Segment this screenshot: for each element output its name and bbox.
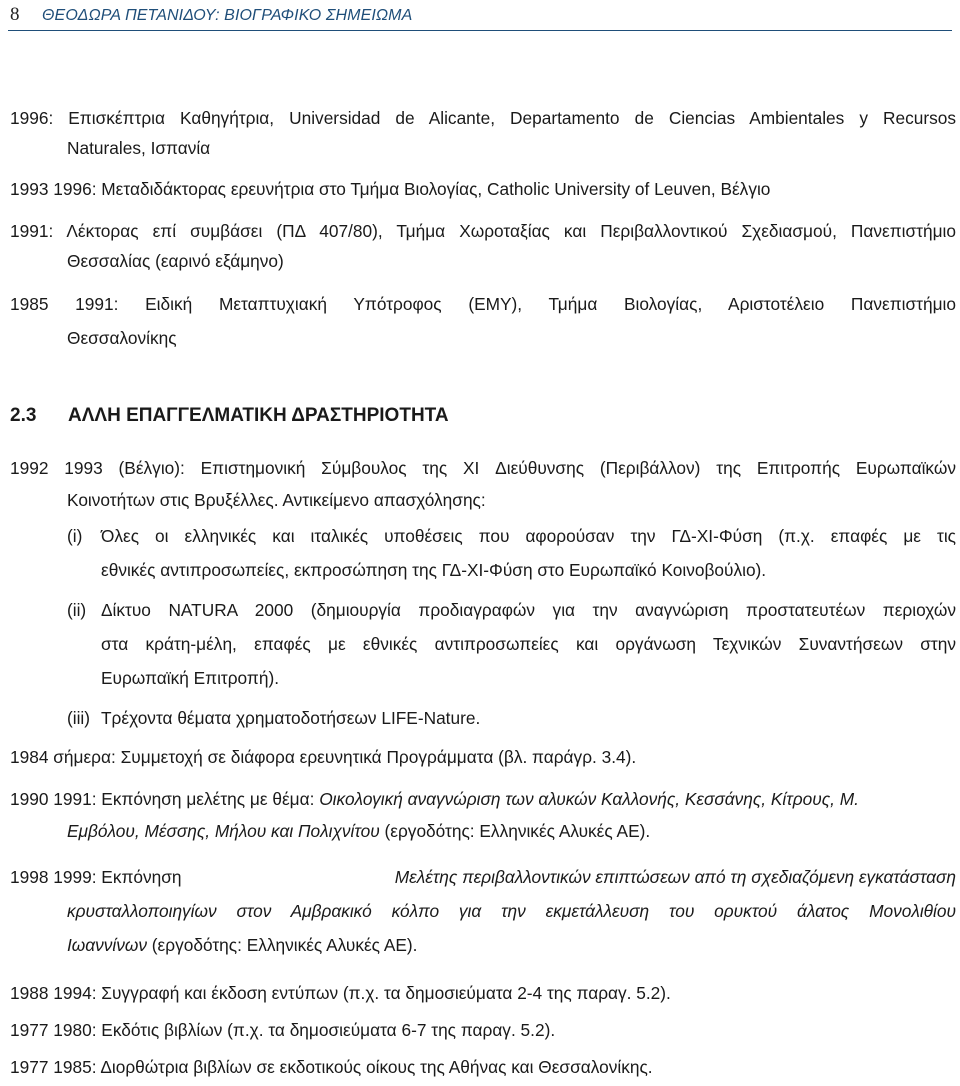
entry-1977-1980: 1977 1980: Εκδότις βιβλίων (π.χ. τα δημοσιεύματα 6-7 της παραγ. 5.2).: [10, 1020, 556, 1040]
study2-title-part3: Ιωαννίνων: [67, 935, 147, 955]
entry-1991-line1: 1991: Λέκτορας επί συμβάσει (ΠΔ 407/80), Τμήμα Χωροταξίας και Περιβαλλοντικού Σχεδιασμού, Πανεπιστήμιο: [10, 221, 956, 241]
study1-title-part2: Εμβόλου, Μέσσης, Μήλου και Πολιχνίτου: [67, 821, 380, 841]
entry-1985-line1: 1985 1991: Ειδική Μεταπτυχιακή Υπότροφος (ΕΜΥ), Τμήμα Βιολογίας, Αριστοτέλειο Πανεπιστήμιο: [10, 294, 956, 314]
item-i-line2: εθνικές αντιπροσωπείες, εκπροσώπηση της ΓΔ-XI-Φύση στο Ευρωπαϊκό Κοινοβούλιο).: [101, 560, 767, 580]
running-header: [8, 4, 952, 31]
study1-suffix: (εργοδότης: Ελληνικές Αλυκές ΑΕ).: [384, 821, 651, 841]
study1-prefix: 1990 1991: Εκπόνηση μελέτης με θέμα:: [10, 789, 315, 809]
study2-title-part1: Μελέτης περιβαλλοντικών επιπτώσεων από τη σχεδιαζόμενη εγκατάσταση: [394, 867, 956, 887]
entry-1988: 1988 1994: Συγγραφή και έκδοση εντύπων (π.χ. τα δημοσιεύματα 2-4 της παραγ. 5.2).: [10, 983, 671, 1003]
entry-1993: 1993 1996: Μεταδιδάκτορας ερευνήτρια στο Τμήμα Βιολογίας, Catholic University of Leuven, Βέλγιο: [10, 179, 771, 199]
item-ii-line3: Ευρωπαϊκή Επιτροπή).: [101, 668, 280, 688]
item-i-line1: Όλες οι ελληνικές και ιταλικές υποθέσεις που αφορούσαν την ΓΔ-XI-Φύση (π.χ. επαφές με τις: [101, 526, 956, 546]
entry-1996-line1: 1996: Επισκέπτρια Καθηγήτρια, Universidad de Alicante, Departamento de Ciencias Ambientales y Recursos: [10, 108, 956, 128]
entry-1996-line2: Naturales, Ισπανία: [67, 138, 211, 158]
section-title: ΑΛΛΗ ΕΠΑΓΓΕΛΜΑΤΙΚΗ ΔΡΑΣΤΗΡΙΟΤΗΤΑ: [68, 405, 449, 426]
study1-line1: [10, 784, 859, 814]
entry-1977-1985: 1977 1985: Διορθώτρια βιβλίων σε εκδοτικούς οίκους της Αθήνας και Θεσσαλονίκης.: [10, 1057, 653, 1077]
study2-title-part2: κρυσταλλοποιηγίων στον Αμβρακικό κόλπο για την εκμετάλλευση του ορυκτού άλατος Μονολιθίου: [67, 901, 956, 921]
section-number: 2.3: [10, 405, 37, 426]
page-number: 8: [10, 4, 20, 25]
item-label-ii: (ii): [67, 600, 87, 620]
item-label-iii: (iii): [67, 708, 91, 728]
item-iii-line1: Τρέχοντα θέματα χρηματοδοτήσεων LIFE-Nature.: [101, 708, 481, 728]
study1-line2: [67, 816, 650, 846]
advisor-line2: Κοινοτήτων στις Βρυξέλλες. Αντικείμενο απασχόλησης:: [67, 490, 486, 510]
study2-prefix: 1998 1999: Εκπόνηση: [10, 867, 182, 887]
item-ii-line1: Δίκτυο NATURA 2000 (δημιουργία προδιαγραφών για την αναγνώριση προστατευτέων περιοχών: [101, 600, 956, 620]
entry-1991-line2: Θεσσαλίας (εαρινό εξάμηνο): [67, 251, 284, 271]
advisor-line1: 1992 1993 (Βέλγιο): Επιστημονική Σύμβουλος της XI Διεύθυνσης (Περιβάλλον) της Επιτροπής Ευρωπαϊκών: [10, 458, 956, 478]
entry-programs: 1984 σήμερα: Συμμετοχή σε διάφορα ερευνητικά Προγράμματα (βλ. παράγρ. 3.4).: [10, 747, 637, 767]
item-label-i: (i): [67, 526, 83, 546]
entry-1985-line2: Θεσσαλονίκης: [67, 328, 177, 348]
study1-title-part1: Οικολογική αναγνώριση των αλυκών Καλλονής, Κεσσάνης, Κίτρους, Μ.: [319, 789, 859, 809]
study2-line1: [10, 862, 956, 892]
study2-line3: [67, 930, 417, 960]
running-title: ΘΕΟΔΩΡΑ ΠΕΤΑΝΙΔΟΥ: ΒΙΟΓΡΑΦΙΚΟ ΣΗΜΕΙΩΜΑ: [42, 7, 413, 24]
study2-suffix: (εργοδότης: Ελληνικές Αλυκές ΑΕ).: [151, 935, 418, 955]
item-ii-line2: στα κράτη-μέλη, επαφές με εθνικές αντιπροσωπείες και οργάνωση Τεχνικών Συναντήσεων στην: [101, 634, 956, 654]
